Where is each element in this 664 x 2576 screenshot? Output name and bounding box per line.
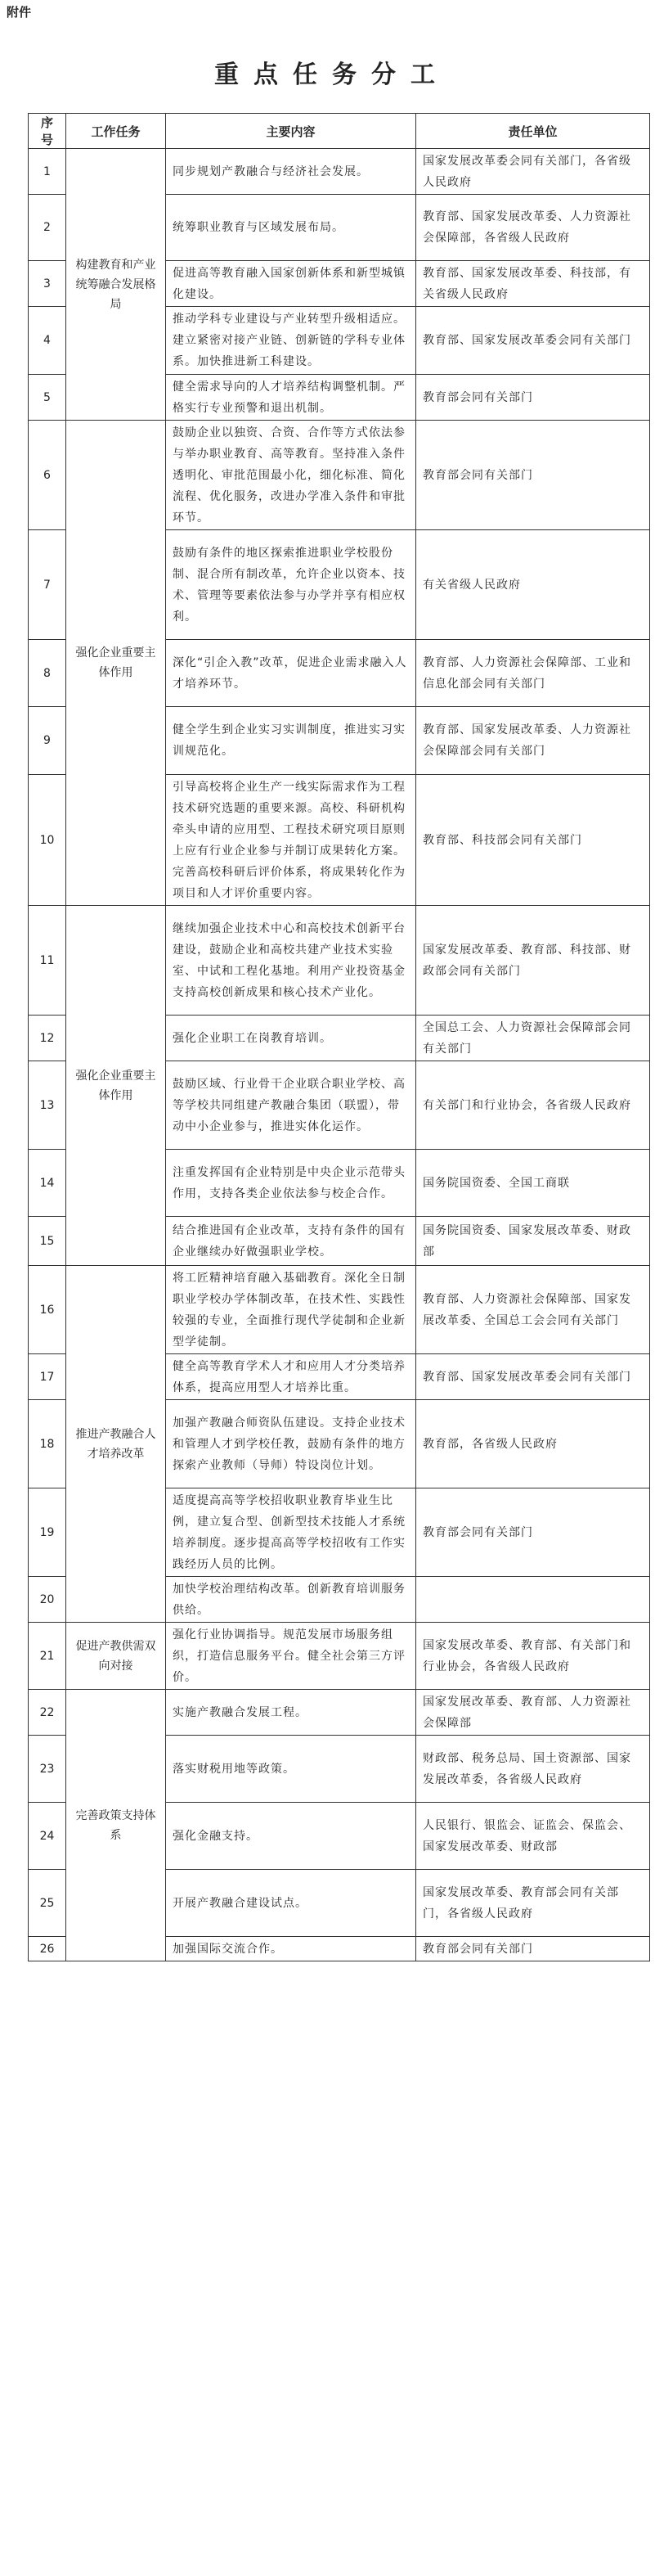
row-unit: 教育部会同有关部门 <box>416 1488 650 1577</box>
row-unit: 国家发展改革委、教育部、有关部门和行业协会，各省级人民政府 <box>416 1623 650 1690</box>
row-number: 18 <box>29 1400 66 1488</box>
row-content: 健全学生到企业实习实训制度，推进实习实训规范化。 <box>166 707 416 775</box>
row-number: 13 <box>29 1061 66 1150</box>
row-number: 1 <box>29 149 66 195</box>
row-content: 强化行业协调指导。规范发展市场服务组织，打造信息服务平台。健全社会第三方评价。 <box>166 1623 416 1690</box>
row-unit: 教育部会同有关部门 <box>416 375 650 421</box>
row-content: 加快学校治理结构改革。创新教育培训服务供给。 <box>166 1577 416 1623</box>
header-unit: 责任单位 <box>416 114 650 149</box>
row-unit: 全国总工会、人力资源社会保障部会同有关部门 <box>416 1016 650 1061</box>
row-content: 引导高校将企业生产一线实际需求作为工程技术研究选题的重要来源。高校、科研机构牵头申请的应用型、工程技术研究项目原则上应有行业企业参与并制订成果转化方案。完善高校科研后评价体系，将成果转化作为项目和人才评价重要内容。 <box>166 775 416 906</box>
task-category: 推进产教融合人才培养改革 <box>66 1266 166 1623</box>
row-content: 落实财税用地等政策。 <box>166 1736 416 1803</box>
row-content: 促进高等教育融入国家创新体系和新型城镇化建设。 <box>166 261 416 307</box>
row-content: 统筹职业教育与区域发展布局。 <box>166 195 416 261</box>
row-unit: 人民银行、银监会、证监会、保监会、国家发展改革委、财政部 <box>416 1803 650 1870</box>
row-unit: 教育部、国家发展改革委、人力资源社会保障部，各省级人民政府 <box>416 195 650 261</box>
row-number: 23 <box>29 1736 66 1803</box>
row-content: 注重发挥国有企业特别是中央企业示范带头作用，支持各类企业依法参与校企合作。 <box>166 1150 416 1217</box>
row-number: 9 <box>29 707 66 775</box>
row-number: 14 <box>29 1150 66 1217</box>
row-unit: 国家发展改革委、教育部、科技部、财政部会同有关部门 <box>416 906 650 1016</box>
row-content: 强化金融支持。 <box>166 1803 416 1870</box>
row-content: 实施产教融合发展工程。 <box>166 1690 416 1736</box>
row-number: 24 <box>29 1803 66 1870</box>
row-content: 鼓励有条件的地区探索推进职业学校股份制、混合所有制改革，允许企业以资本、技术、管理等要素依法参与办学并享有相应权利。 <box>166 530 416 640</box>
row-number: 2 <box>29 195 66 261</box>
row-number: 7 <box>29 530 66 640</box>
row-unit: 国家发展改革委、教育部、人力资源社会保障部 <box>416 1690 650 1736</box>
row-content: 适度提高高等学校招收职业教育毕业生比例，建立复合型、创新型技术技能人才系统培养制度。逐步提高高等学校招收有工作实践经历人员的比例。 <box>166 1488 416 1577</box>
task-category: 强化企业重要主体作用 <box>66 906 166 1266</box>
row-number: 17 <box>29 1354 66 1400</box>
table-row <box>29 421 650 530</box>
row-number: 20 <box>29 1577 66 1623</box>
row-unit: 有关省级人民政府 <box>416 530 650 640</box>
row-number: 15 <box>29 1217 66 1266</box>
row-unit: 教育部、国家发展改革委会同有关部门 <box>416 307 650 375</box>
row-unit: 有关部门和行业协会，各省级人民政府 <box>416 1061 650 1150</box>
row-content: 加强产教融合师资队伍建设。支持企业技术和管理人才到学校任教，鼓励有条件的地方探索产业教师（导师）特设岗位计划。 <box>166 1400 416 1488</box>
table-header-row <box>29 114 650 149</box>
row-unit: 教育部、国家发展改革委、科技部，有关省级人民政府 <box>416 261 650 307</box>
row-unit: 国家发展改革委、教育部会同有关部门，各省级人民政府 <box>416 1870 650 1937</box>
row-unit: 教育部，各省级人民政府 <box>416 1400 650 1488</box>
row-content: 深化“引企入教”改革，促进企业需求融入人才培养环节。 <box>166 640 416 707</box>
row-content: 强化企业职工在岗教育培训。 <box>166 1016 416 1061</box>
table-row <box>29 1623 650 1690</box>
page-title: 重点任务分工 <box>214 61 450 89</box>
row-unit: 国务院国资委、国家发展改革委、财政部 <box>416 1217 650 1266</box>
task-table <box>28 113 650 1961</box>
task-category: 构建教育和产业统筹融合发展格局 <box>66 149 166 421</box>
row-content: 同步规划产教融合与经济社会发展。 <box>166 149 416 195</box>
row-content: 鼓励区域、行业骨干企业联合职业学校、高等学校共同组建产教融合集团（联盟），带动中小企业参与，推进实体化运作。 <box>166 1061 416 1150</box>
header-content: 主要内容 <box>166 114 416 149</box>
row-number: 8 <box>29 640 66 707</box>
table-row <box>29 1266 650 1354</box>
row-number: 6 <box>29 421 66 530</box>
row-number: 16 <box>29 1266 66 1354</box>
row-number: 4 <box>29 307 66 375</box>
row-unit: 教育部、人力资源社会保障部、工业和信息化部会同有关部门 <box>416 640 650 707</box>
table-row <box>29 149 650 195</box>
header-task: 工作任务 <box>66 114 166 149</box>
row-number: 22 <box>29 1690 66 1736</box>
table-row <box>29 906 650 1016</box>
task-category: 完善政策支持体系 <box>66 1690 166 1961</box>
row-number: 11 <box>29 906 66 1016</box>
row-unit: 教育部、国家发展改革委会同有关部门 <box>416 1354 650 1400</box>
row-content: 加强国际交流合作。 <box>166 1937 416 1961</box>
attachment-label: 附件 <box>7 5 32 20</box>
row-content: 鼓励企业以独资、合资、合作等方式依法参与举办职业教育、高等教育。坚持准入条件透明化、审批范围最小化，细化标准、简化流程、优化服务，改进办学准入条件和审批环节。 <box>166 421 416 530</box>
task-category: 强化企业重要主体作用 <box>66 421 166 906</box>
row-unit: 教育部、国家发展改革委、人力资源社会保障部会同有关部门 <box>416 707 650 775</box>
row-content: 将工匠精神培育融入基础教育。深化全日制职业学校办学体制改革，在技术性、实践性较强的专业，全面推行现代学徒制和企业新型学徒制。 <box>166 1266 416 1354</box>
row-content: 开展产教融合建设试点。 <box>166 1870 416 1937</box>
row-content: 健全高等教育学术人才和应用人才分类培养体系，提高应用型人才培养比重。 <box>166 1354 416 1400</box>
row-content: 结合推进国有企业改革，支持有条件的国有企业继续办好做强职业学校。 <box>166 1217 416 1266</box>
row-unit <box>416 1577 650 1623</box>
row-unit: 教育部、人力资源社会保障部、国家发展改革委、全国总工会会同有关部门 <box>416 1266 650 1354</box>
row-number: 12 <box>29 1016 66 1061</box>
row-number: 5 <box>29 375 66 421</box>
row-unit: 教育部、科技部会同有关部门 <box>416 775 650 906</box>
row-unit: 教育部会同有关部门 <box>416 421 650 530</box>
row-number: 25 <box>29 1870 66 1937</box>
row-number: 10 <box>29 775 66 906</box>
row-content: 健全需求导向的人才培养结构调整机制。严格实行专业预警和退出机制。 <box>166 375 416 421</box>
row-unit: 国家发展改革委会同有关部门，各省级人民政府 <box>416 149 650 195</box>
table-row <box>29 1690 650 1736</box>
row-number: 19 <box>29 1488 66 1577</box>
task-category: 促进产教供需双向对接 <box>66 1623 166 1690</box>
row-number: 21 <box>29 1623 66 1690</box>
row-content: 推动学科专业建设与产业转型升级相适应。建立紧密对接产业链、创新链的学科专业体系。加快推进新工科建设。 <box>166 307 416 375</box>
row-unit: 教育部会同有关部门 <box>416 1937 650 1961</box>
header-no: 序号 <box>29 114 66 149</box>
row-unit: 国务院国资委、全国工商联 <box>416 1150 650 1217</box>
row-number: 3 <box>29 261 66 307</box>
row-unit: 财政部、税务总局、国土资源部、国家发展改革委，各省级人民政府 <box>416 1736 650 1803</box>
row-content: 继续加强企业技术中心和高校技术创新平台建设，鼓励企业和高校共建产业技术实验室、中试和工程化基地。利用产业投资基金支持高校创新成果和核心技术产业化。 <box>166 906 416 1016</box>
row-number: 26 <box>29 1937 66 1961</box>
